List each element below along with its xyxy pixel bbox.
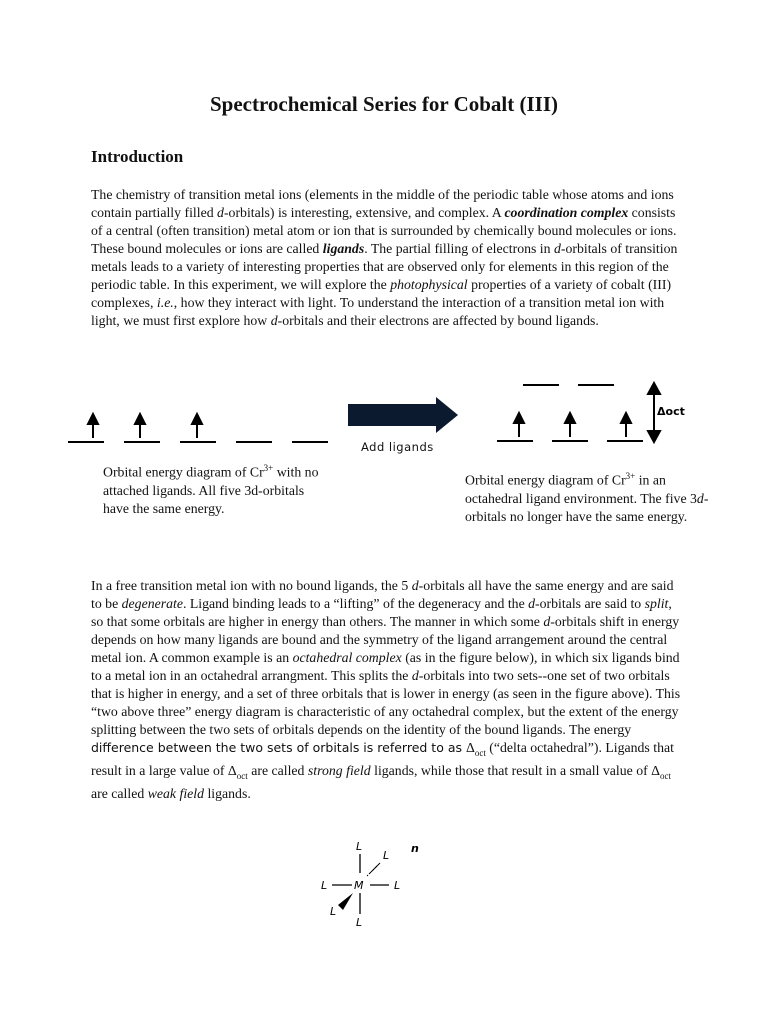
ligand-top: L: [356, 840, 363, 853]
metal-center: M: [354, 879, 364, 892]
intro-paragraph: The chemistry of transition metal ions (elements in the middle of the periodic table whose atoms and ions contain partially filled d-orbitals) is interesting, extensive, and complex. A coordination complex consists of a central (often transition) metal atom or ion that is surrounded by chemically bound molecules or ions. These bound molecules or ions are called ligands. The partial filling of electrons in d-orbitals of transition metals leads to a variety of interesting properties that are observed only for elements in this region of the periodic table. In this experiment, we will explore the photophysical properties of a variety of cobalt (III) complexes, i.e., how they interact with light. To understand the interaction of a transition metal ion with light, we must first explore how d-orbitals and their electrons are affected by bound ligands.: [91, 187, 678, 328]
caption-octahedral: Orbital energy diagram of $Cr^{3+}$ in an octahedral ligand environment. The five 3d-orbitals no longer have the same energy.: [465, 471, 709, 524]
ligand-front: L: [330, 905, 337, 918]
caption-free-ion: Orbital energy diagram of $Cr^{3+}$ with no attached ligands. All five 3d-orbitals have the same energy.: [103, 463, 319, 516]
page-title: Spectrochemical Series for Cobalt (III): [210, 92, 558, 116]
ligand-right: L: [394, 879, 401, 892]
ligand-back: L: [383, 849, 390, 862]
charge-label: n: [411, 842, 419, 855]
hashed-wedge: [367, 863, 380, 876]
add-ligands-label: Add ligands: [361, 440, 434, 454]
solid-wedge: [338, 893, 353, 910]
ligand-bottom: L: [356, 916, 363, 929]
section-heading-introduction: Introduction: [91, 147, 184, 166]
splitting-paragraph: In a free transition metal ion with no bound ligands, the 5 d-orbitals all have the same energy and are said to be degenerate. Ligand binding leads to a “lifting” of the degeneracy and the d-orbitals are said to split, so that some orbitals are higher in energy than others. The manner in which some d-orbitals shift in energy depends on how many ligands are bound and the symmetry of the ligand arrangement around the central metal ion. A common example is an octahedral complex (as in the figure below), in which six ligands bind to a metal ion in an octahedral arrangment. This splits the d-orbitals into two sets--one set of two orbitals that is higher in energy, and a set of three orbitals that is lower in energy (as seen in the figure above). This “two above three” energy diagram is characteristic of any octahedral complex, but the extent of the energy splitting between the two sets of orbitals depends on the identity of the bound ligands. The energy difference between the two sets of orbitals is referred to as $\Delta_{oct}$ (“delta octahedral”). Ligands that result in a large value of $\Delta_{oct}$ are called strong field ligands, while those that result in a small value of $\Delta_{oct}$ are called weak field ligands.: [91, 578, 681, 801]
ligand-left: L: [321, 879, 328, 892]
delta-oct-label: Δoct: [657, 405, 685, 418]
